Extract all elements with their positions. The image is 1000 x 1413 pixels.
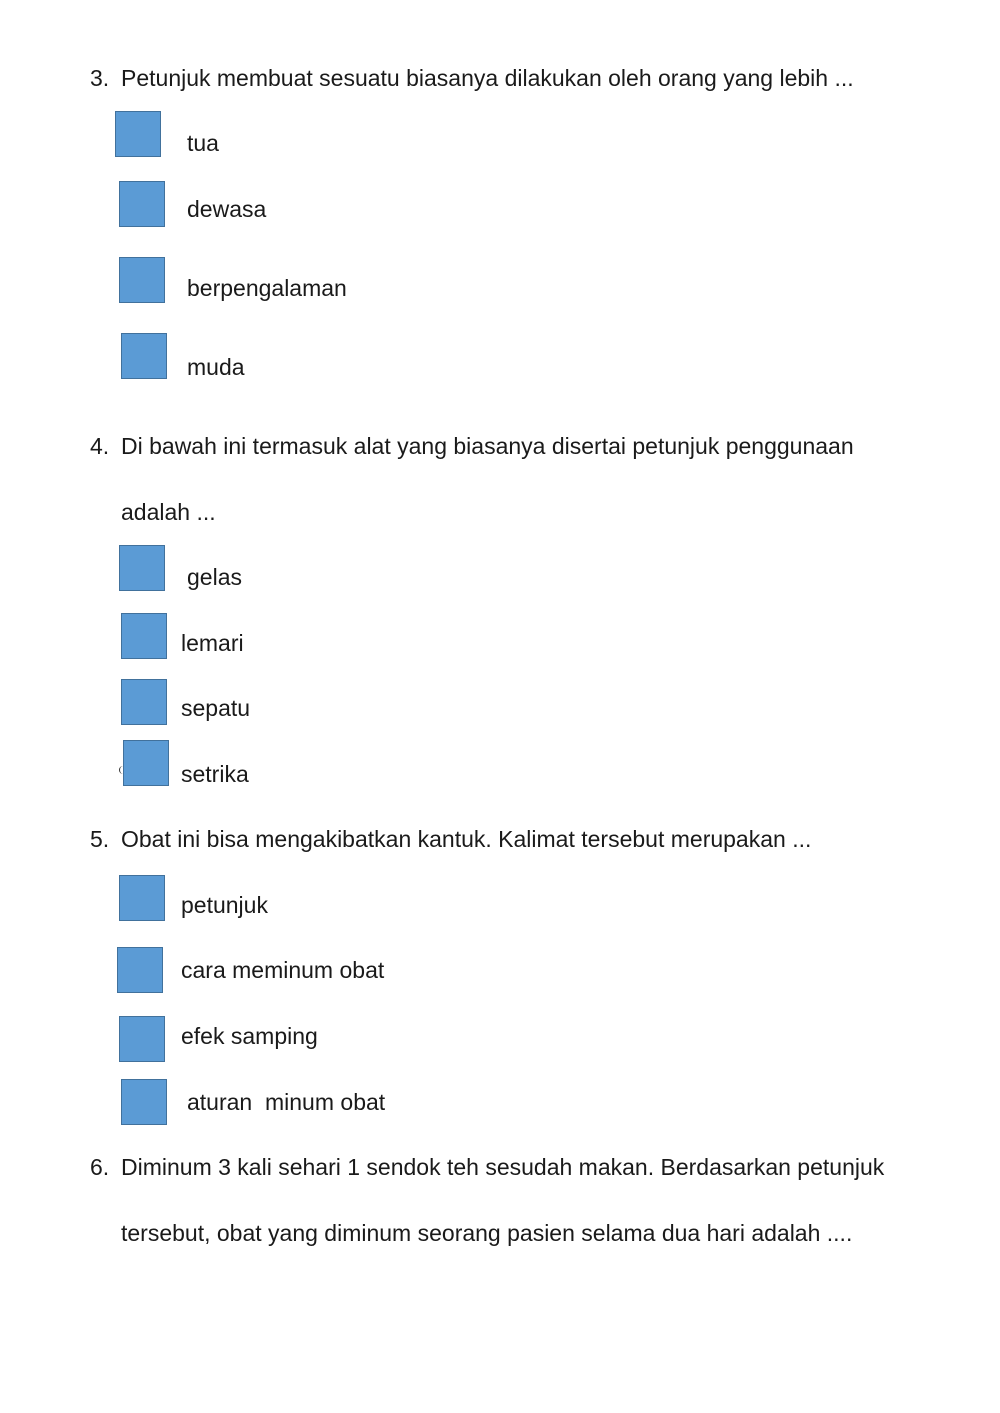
question-5-number: 5.: [90, 826, 110, 852]
question-5-option-1-label: petunjuk: [181, 892, 268, 918]
question-5-option-1-checkbox[interactable]: [119, 875, 165, 921]
question-4-option-3-label: sepatu: [181, 695, 251, 721]
question-3-option-4-label: muda: [187, 354, 245, 380]
question-5-option-4-checkbox[interactable]: [121, 1079, 167, 1125]
question-6-text-line2: tersebut, obat yang diminum seorang pasien selama dua hari adalah ....: [121, 1220, 853, 1246]
question-4-option-1-checkbox[interactable]: [119, 545, 165, 591]
question-3-text: Petunjuk membuat sesuatu biasanya dilakukan oleh orang yang lebih ...: [121, 65, 854, 91]
question-4-option-4-label: setrika: [181, 761, 249, 787]
question-3-number: 3.: [90, 65, 110, 91]
question-4-option-3-checkbox[interactable]: [121, 679, 167, 725]
question-4-option-2-checkbox[interactable]: [121, 613, 167, 659]
question-6-text: Diminum 3 kali sehari 1 sendok teh sesudah makan. Berdasarkan petunjuk: [121, 1154, 885, 1180]
question-5-option-4-label: aturan minum obat: [187, 1089, 386, 1115]
question-5-option-2-label: cara meminum obat: [181, 957, 385, 983]
question-4-text-line2: adalah ...: [121, 499, 216, 525]
question-5-option-2-checkbox[interactable]: [117, 947, 163, 993]
question-3-option-1-checkbox[interactable]: [115, 111, 161, 157]
question-4-option-1-label: gelas: [187, 564, 242, 590]
question-4-number: 4.: [90, 433, 110, 459]
question-3-option-2-checkbox[interactable]: [119, 181, 165, 227]
question-5-option-3-label: efek samping: [181, 1023, 318, 1049]
question-3-option-3-checkbox[interactable]: [119, 257, 165, 303]
question-4-option-4-checkbox[interactable]: [123, 740, 169, 786]
question-6-number: 6.: [90, 1154, 110, 1180]
question-3-option-1-label: tua: [187, 130, 219, 156]
question-5-option-3-checkbox[interactable]: [119, 1016, 165, 1062]
question-3-option-2-label: dewasa: [187, 196, 267, 222]
question-4-text: Di bawah ini termasuk alat yang biasanya disertai petunjuk penggunaan: [121, 433, 854, 459]
question-3-option-3-label: berpengalaman: [187, 275, 347, 301]
question-4-option-2-label: lemari: [181, 630, 244, 656]
question-3-option-4-checkbox[interactable]: [121, 333, 167, 379]
question-5-text: Obat ini bisa mengakibatkan kantuk. Kalimat tersebut merupakan ...: [121, 826, 812, 852]
